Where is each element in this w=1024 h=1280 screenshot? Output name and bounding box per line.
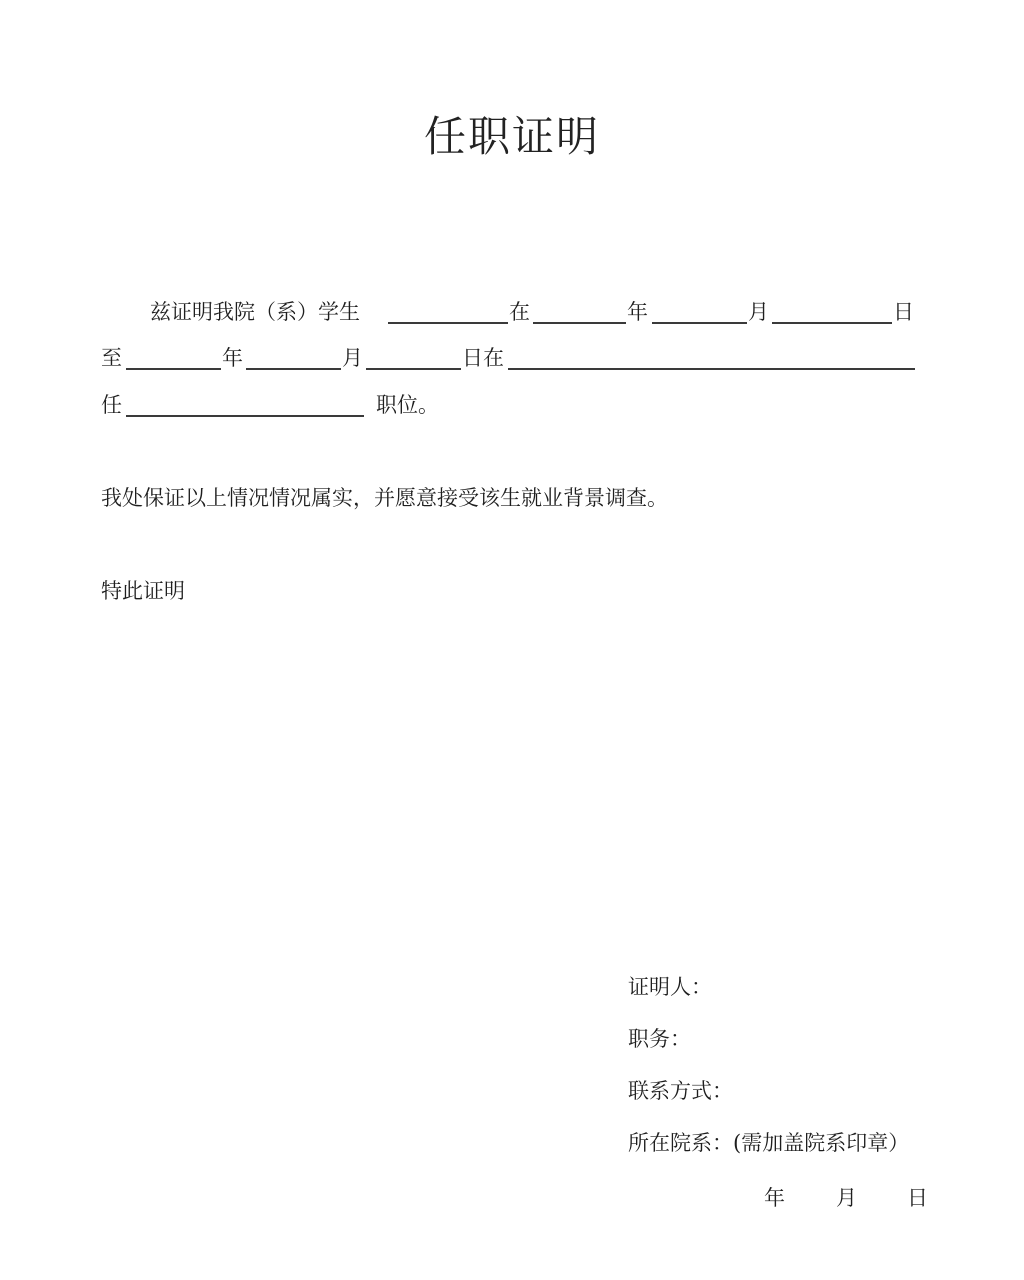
label-ren: 任	[101, 393, 122, 417]
start-year-blank[interactable]	[533, 322, 626, 324]
guarantee-paragraph: 我处保证以上情况情况属实，并愿意接受该生就业背景调查。	[101, 486, 668, 510]
contact-label: 联系方式：	[628, 1079, 733, 1103]
date-year-label: 年	[764, 1186, 785, 1210]
end-day-blank[interactable]	[366, 368, 461, 370]
label-month-2: 月	[342, 346, 363, 370]
label-month: 月	[748, 300, 769, 324]
closing-statement: 特此证明	[101, 579, 185, 603]
document-title: 任职证明	[423, 112, 600, 161]
label-day: 日	[893, 300, 914, 324]
label-zhi: 至	[101, 346, 122, 370]
label-year-2: 年	[222, 346, 243, 370]
end-year-blank[interactable]	[126, 368, 221, 370]
label-zai: 在	[509, 300, 530, 324]
label-year: 年	[627, 300, 648, 324]
student-name-blank[interactable]	[388, 322, 508, 324]
start-day-blank[interactable]	[772, 322, 892, 324]
position-suffix: 职位。	[376, 393, 439, 417]
date-day-label: 日	[907, 1186, 928, 1210]
employer-blank[interactable]	[508, 368, 915, 370]
intro-text: 兹证明我院（系）学生	[150, 300, 360, 324]
label-day-zai: 日在	[462, 346, 504, 370]
certifier-label: 证明人：	[628, 975, 712, 999]
date-month-label: 月	[836, 1186, 857, 1210]
end-month-blank[interactable]	[246, 368, 341, 370]
position-blank[interactable]	[126, 415, 364, 417]
job-title-label: 职务：	[628, 1027, 691, 1051]
department-label: 所在院系：(需加盖院系印章）	[628, 1131, 910, 1155]
start-month-blank[interactable]	[652, 322, 747, 324]
